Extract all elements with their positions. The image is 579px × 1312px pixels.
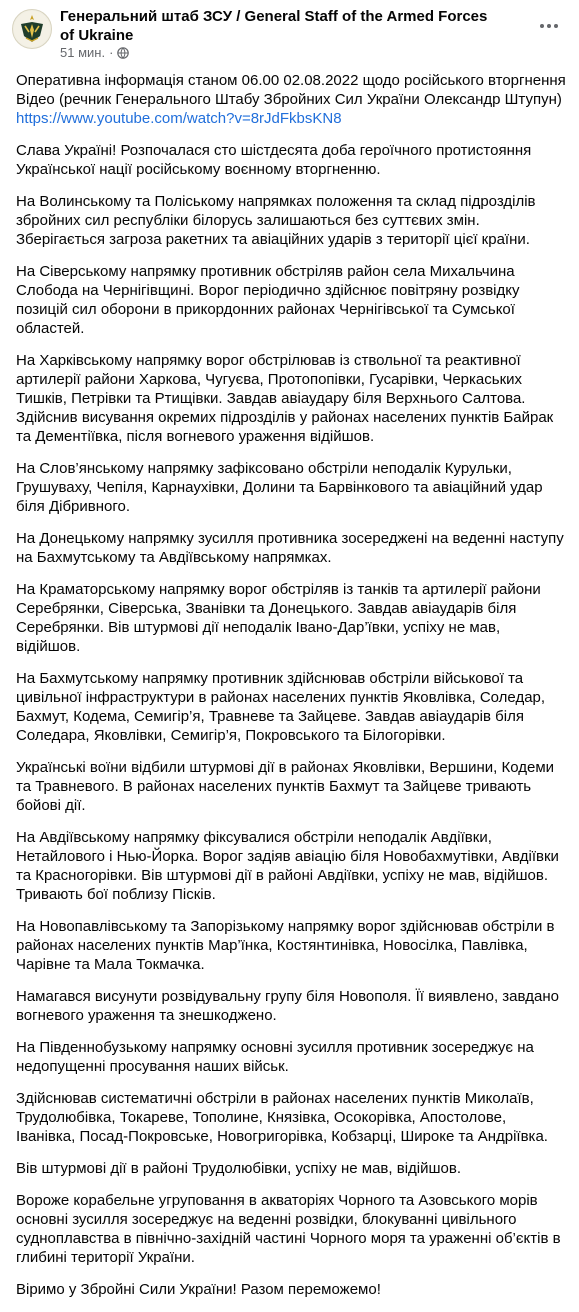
post-time[interactable]: 51 мин. xyxy=(60,45,106,60)
post-paragraph: На Донецькому напрямку зусилля противника зосереджені на веденні наступу на Бахмутському та Авдіївському напрямках. xyxy=(16,530,564,566)
post-paragraph: Вів штурмові дії в районі Трудолюбівки, успіху не мав, відійшов. xyxy=(16,1160,462,1177)
page-name[interactable]: Генеральний штаб ЗСУ / General Staff of the Armed Forces of Ukraine xyxy=(60,8,488,44)
post-paragraph: Вороже корабельне угруповання в акваторіях Чорного та Азовського морів основні зусилля зосереджує на веденні розвідки, блокуванні цивільного судноплавства в північно-західній частині Чорного моря та ураженні об’єктів в глибині території України. xyxy=(16,1192,561,1266)
intro-line-1: Оперативна інформація станом 06.00 02.08.2022 щодо російського вторгнення xyxy=(16,72,566,89)
post-paragraph: Слава Україні! Розпочалася сто шістдесята доба героїчного протистояння Української нації російському воєнному вторгненню. xyxy=(16,142,532,178)
post-paragraph: Здійснював систематичні обстріли в районах населених пунктів Миколаїв, Трудолюбівка, Токареве, Тополине, Князівка, Осокорівка, Апостолове, Іванівка, Посад-Покровське, Новогригорівка, Кобзарці, Широке та Андріївка. xyxy=(16,1090,548,1145)
post-paragraph: Віримо у Збройні Сили України! Разом переможемо! xyxy=(16,1281,381,1298)
post-paragraph: На Авдіївському напрямку фіксувалися обстріли неподалік Авдіївки, Нетайлового і Нью-Йорка. Ворог задіяв авіацію біля Новобахмутівки, Авдіївки та Красногорівки. Вів штурмові дії в районі Авдіївки, успіху не мав, відійшов. Тривають бої поблизу Пісків. xyxy=(16,829,559,903)
post-paragraph: Намагався висунути розвідувальну групу біля Новополя. Її виявлено, завдано вогневого ураження та знешкоджено. xyxy=(16,988,560,1024)
post-body xyxy=(16,71,567,1312)
meta-separator: · xyxy=(109,45,114,60)
post-paragraph: На Південнобузькому напрямку основні зусилля противник зосереджує на недопущенні просування наших військ. xyxy=(16,1039,534,1075)
armed-forces-emblem-icon xyxy=(13,10,51,48)
intro-paragraph xyxy=(16,71,567,128)
post-header xyxy=(0,0,579,66)
post-paragraph: На Бахмутському напрямку противник здійснював обстріли військової та цивільної інфраструктури в районах населених пунктів Яковлівка, Соледар, Бахмут, Кодема, Семигір’я, Травневе та Зайцеве. Завдав авіаударів біля Соледара, Яковлівки, Семигір’я, Покровського та Білогорівки. xyxy=(16,670,546,744)
page-avatar[interactable] xyxy=(12,9,52,49)
post-meta xyxy=(60,45,129,61)
post-paragraph: На Краматорському напрямку ворог обстріляв із танків та артилерії райони Серебрянки, Сіверська, Званівки та Донецького. Завдав авіаударів біля Серебрянки. Вів штурмові дії неподалік Івано-Дар’ївки, успіху не мав, відійшов. xyxy=(16,581,541,655)
more-options-icon[interactable] xyxy=(531,8,567,44)
globe-icon xyxy=(117,47,129,59)
video-link[interactable]: https://www.youtube.com/watch?v=8rJdFkbsKN8 xyxy=(16,110,342,127)
post-paragraph: Українські воїни відбили штурмові дії в районах Яковлівки, Вершини, Кодеми та Травневого. В районах населених пунктів Бахмут та Зайцеве тривають бойові дії. xyxy=(16,759,555,814)
post-paragraph: На Сіверському напрямку противник обстріляв район села Михальчина Слобода на Чернігівщині. Ворог періодично здійснює повітряну розвідку позицій сил оборони в прикордонних районах Чернігівської та Сумської областей. xyxy=(16,263,520,337)
post-paragraph: На Харківському напрямку ворог обстрілював із ствольної та реактивної артилерії райони Харкова, Чугуєва, Протопопівки, Гусарівки, Черкаських Тишків, Петрівки та Ртищівки. Завдав авіаудару біля Верхнього Салтова. Здійснив висування окремих підрозділів у районах населених пунктів Байрак та Дементіївка, після вогневого ураження відійшов. xyxy=(16,352,554,445)
post-paragraph: На Волинському та Поліському напрямках положення та склад підрозділів збройних сил республіки білорусь залишаються без суттєвих змін. Зберігається загроза ракетних та авіаційних ударів з території цієї країни. xyxy=(16,193,536,248)
post-paragraph: На Слов’янському напрямку зафіксовано обстріли неподалік Курульки, Грушуваху, Чепіля, Карнаухівки, Долини та Барвінкового та авіаційний удар біля Дібривного. xyxy=(16,460,543,515)
post-paragraph: На Новопавлівському та Запорізькому напрямку ворог здійснював обстріли в районах населених пунктів Мар’їнка, Костянтинівка, Новосілка, Павлівка, Чарівне та Мала Токмачка. xyxy=(16,918,555,973)
intro-line-2: Відео (речник Генерального Штабу Збройних Сил України Олександр Штупун) xyxy=(16,91,562,108)
